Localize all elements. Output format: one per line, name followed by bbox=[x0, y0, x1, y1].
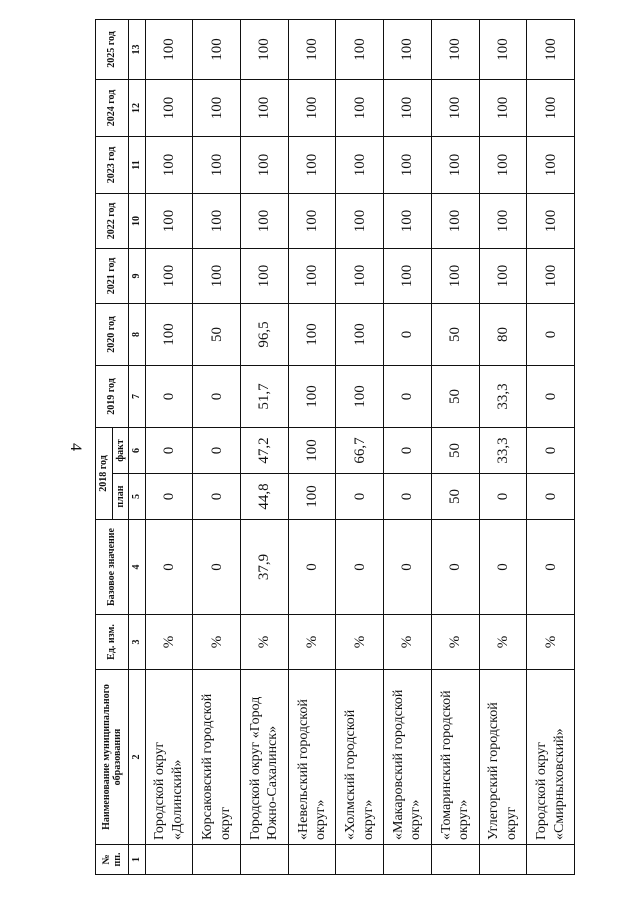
value-2024: 100 bbox=[145, 80, 193, 137]
header-2023: 2023 год bbox=[96, 137, 129, 194]
value-2024: 100 bbox=[240, 80, 288, 137]
municipality-name: Городской округ «Смирныховский» bbox=[527, 670, 575, 845]
base-value: 0 bbox=[431, 520, 479, 615]
header-no: № пп. bbox=[96, 845, 129, 875]
municipality-name: Углегорский городской округ bbox=[479, 670, 527, 845]
value-2023: 100 bbox=[145, 137, 193, 194]
base-value: 0 bbox=[384, 520, 432, 615]
municipality-name: Корсаковский городской округ bbox=[193, 670, 241, 845]
value-2023: 100 bbox=[240, 137, 288, 194]
value-2020: 80 bbox=[479, 304, 527, 366]
header-2024: 2024 год bbox=[96, 80, 129, 137]
row-number bbox=[145, 845, 193, 875]
table-body bbox=[145, 20, 575, 875]
row-number bbox=[479, 845, 527, 875]
table-row bbox=[527, 20, 575, 875]
value-2020: 50 bbox=[193, 304, 241, 366]
value-2020: 50 bbox=[431, 304, 479, 366]
row-number bbox=[336, 845, 384, 875]
value-2019: 0 bbox=[384, 366, 432, 428]
page-number: 4 bbox=[67, 443, 84, 451]
value-2022: 100 bbox=[193, 194, 241, 249]
header-2021: 2021 год bbox=[96, 249, 129, 304]
plan-2018: 0 bbox=[384, 474, 432, 520]
column-index-cell: 1 bbox=[129, 845, 146, 875]
column-index-cell: 4 bbox=[129, 520, 146, 615]
header-unit: Ед. изм. bbox=[96, 615, 129, 670]
value-2019: 0 bbox=[193, 366, 241, 428]
header-plan: план bbox=[112, 474, 129, 520]
table-wrapper bbox=[95, 20, 575, 875]
base-value: 0 bbox=[193, 520, 241, 615]
unit: % bbox=[527, 615, 575, 670]
value-2019: 100 bbox=[336, 366, 384, 428]
value-2019: 0 bbox=[145, 366, 193, 428]
column-index-row bbox=[129, 20, 146, 875]
value-2024: 100 bbox=[193, 80, 241, 137]
base-value: 0 bbox=[336, 520, 384, 615]
value-2025: 100 bbox=[336, 20, 384, 80]
unit: % bbox=[479, 615, 527, 670]
header-fact: факт bbox=[112, 428, 129, 474]
row-number bbox=[288, 845, 336, 875]
value-2021: 100 bbox=[288, 249, 336, 304]
header-2022: 2022 год bbox=[96, 194, 129, 249]
fact-2018: 0 bbox=[145, 428, 193, 474]
value-2022: 100 bbox=[479, 194, 527, 249]
column-index-cell: 11 bbox=[129, 137, 146, 194]
value-2019: 100 bbox=[288, 366, 336, 428]
value-2021: 100 bbox=[431, 249, 479, 304]
value-2023: 100 bbox=[193, 137, 241, 194]
unit: % bbox=[384, 615, 432, 670]
row-number bbox=[240, 845, 288, 875]
plan-2018: 0 bbox=[336, 474, 384, 520]
value-2022: 100 bbox=[336, 194, 384, 249]
plan-2018: 50 bbox=[431, 474, 479, 520]
column-index-cell: 2 bbox=[129, 670, 146, 845]
value-2020: 0 bbox=[384, 304, 432, 366]
table-row bbox=[431, 20, 479, 875]
fact-2018: 50 bbox=[431, 428, 479, 474]
value-2025: 100 bbox=[193, 20, 241, 80]
value-2024: 100 bbox=[384, 80, 432, 137]
base-value: 0 bbox=[527, 520, 575, 615]
fact-2018: 0 bbox=[384, 428, 432, 474]
column-index-cell: 8 bbox=[129, 304, 146, 366]
value-2023: 100 bbox=[527, 137, 575, 194]
table-row bbox=[288, 20, 336, 875]
plan-2018: 44,8 bbox=[240, 474, 288, 520]
municipality-name: «Макаровский городской округ» bbox=[384, 670, 432, 845]
value-2021: 100 bbox=[479, 249, 527, 304]
value-2024: 100 bbox=[431, 80, 479, 137]
plan-2018: 0 bbox=[527, 474, 575, 520]
value-2020: 0 bbox=[527, 304, 575, 366]
value-2022: 100 bbox=[384, 194, 432, 249]
value-2022: 100 bbox=[431, 194, 479, 249]
value-2023: 100 bbox=[384, 137, 432, 194]
base-value: 37,9 bbox=[240, 520, 288, 615]
fact-2018: 33,3 bbox=[479, 428, 527, 474]
municipality-name: «Томаринский городской округ» bbox=[431, 670, 479, 845]
value-2022: 100 bbox=[527, 194, 575, 249]
value-2025: 100 bbox=[431, 20, 479, 80]
value-2021: 100 bbox=[145, 249, 193, 304]
plan-2018: 0 bbox=[193, 474, 241, 520]
value-2025: 100 bbox=[479, 20, 527, 80]
municipality-name: «Невельский городской округ» bbox=[288, 670, 336, 845]
fact-2018: 100 bbox=[288, 428, 336, 474]
header-2018: 2018 год bbox=[96, 428, 113, 520]
column-index-cell: 6 bbox=[129, 428, 146, 474]
header-name: Наименование муниципального образования bbox=[96, 670, 129, 845]
fact-2018: 66,7 bbox=[336, 428, 384, 474]
row-number bbox=[431, 845, 479, 875]
value-2020: 100 bbox=[336, 304, 384, 366]
plan-2018: 100 bbox=[288, 474, 336, 520]
column-index-cell: 13 bbox=[129, 20, 146, 80]
header-2019: 2019 год bbox=[96, 366, 129, 428]
base-value: 0 bbox=[479, 520, 527, 615]
unit: % bbox=[193, 615, 241, 670]
value-2022: 100 bbox=[240, 194, 288, 249]
value-2019: 33,3 bbox=[479, 366, 527, 428]
unit: % bbox=[240, 615, 288, 670]
value-2019: 50 bbox=[431, 366, 479, 428]
column-index-cell: 7 bbox=[129, 366, 146, 428]
column-index-cell: 5 bbox=[129, 474, 146, 520]
value-2020: 100 bbox=[288, 304, 336, 366]
table-row bbox=[384, 20, 432, 875]
value-2024: 100 bbox=[336, 80, 384, 137]
value-2021: 100 bbox=[336, 249, 384, 304]
value-2024: 100 bbox=[479, 80, 527, 137]
value-2021: 100 bbox=[384, 249, 432, 304]
table-row bbox=[145, 20, 193, 875]
municipality-name: «Холмский городской округ» bbox=[336, 670, 384, 845]
value-2024: 100 bbox=[527, 80, 575, 137]
row-number bbox=[527, 845, 575, 875]
fact-2018: 0 bbox=[527, 428, 575, 474]
column-index-cell: 9 bbox=[129, 249, 146, 304]
fact-2018: 47,2 bbox=[240, 428, 288, 474]
value-2025: 100 bbox=[288, 20, 336, 80]
rotated-table-container bbox=[95, 20, 575, 875]
indicator-table bbox=[95, 19, 575, 875]
header-base: Базовое значение bbox=[96, 520, 129, 615]
column-index-cell: 3 bbox=[129, 615, 146, 670]
table-row bbox=[193, 20, 241, 875]
value-2025: 100 bbox=[145, 20, 193, 80]
plan-2018: 0 bbox=[145, 474, 193, 520]
value-2021: 100 bbox=[240, 249, 288, 304]
value-2019: 51,7 bbox=[240, 366, 288, 428]
header-2025: 2025 год bbox=[96, 20, 129, 80]
value-2022: 100 bbox=[288, 194, 336, 249]
value-2021: 100 bbox=[527, 249, 575, 304]
unit: % bbox=[288, 615, 336, 670]
value-2023: 100 bbox=[479, 137, 527, 194]
value-2021: 100 bbox=[193, 249, 241, 304]
value-2022: 100 bbox=[145, 194, 193, 249]
unit: % bbox=[145, 615, 193, 670]
unit: % bbox=[431, 615, 479, 670]
value-2019: 0 bbox=[527, 366, 575, 428]
value-2020: 100 bbox=[145, 304, 193, 366]
table-row bbox=[479, 20, 527, 875]
value-2020: 96,5 bbox=[240, 304, 288, 366]
value-2025: 100 bbox=[527, 20, 575, 80]
row-number bbox=[193, 845, 241, 875]
base-value: 0 bbox=[288, 520, 336, 615]
header-2020: 2020 год bbox=[96, 304, 129, 366]
municipality-name: Городской округ «Город Южно-Сахалинск» bbox=[240, 670, 288, 845]
table-row bbox=[240, 20, 288, 875]
table-row bbox=[336, 20, 384, 875]
unit: % bbox=[336, 615, 384, 670]
row-number bbox=[384, 845, 432, 875]
value-2025: 100 bbox=[240, 20, 288, 80]
column-index-cell: 12 bbox=[129, 80, 146, 137]
fact-2018: 0 bbox=[193, 428, 241, 474]
value-2023: 100 bbox=[431, 137, 479, 194]
value-2023: 100 bbox=[288, 137, 336, 194]
column-index-cell: 10 bbox=[129, 194, 146, 249]
value-2024: 100 bbox=[288, 80, 336, 137]
value-2023: 100 bbox=[336, 137, 384, 194]
municipality-name: Городской округ «Долинский» bbox=[145, 670, 193, 845]
value-2025: 100 bbox=[384, 20, 432, 80]
base-value: 0 bbox=[145, 520, 193, 615]
plan-2018: 0 bbox=[479, 474, 527, 520]
